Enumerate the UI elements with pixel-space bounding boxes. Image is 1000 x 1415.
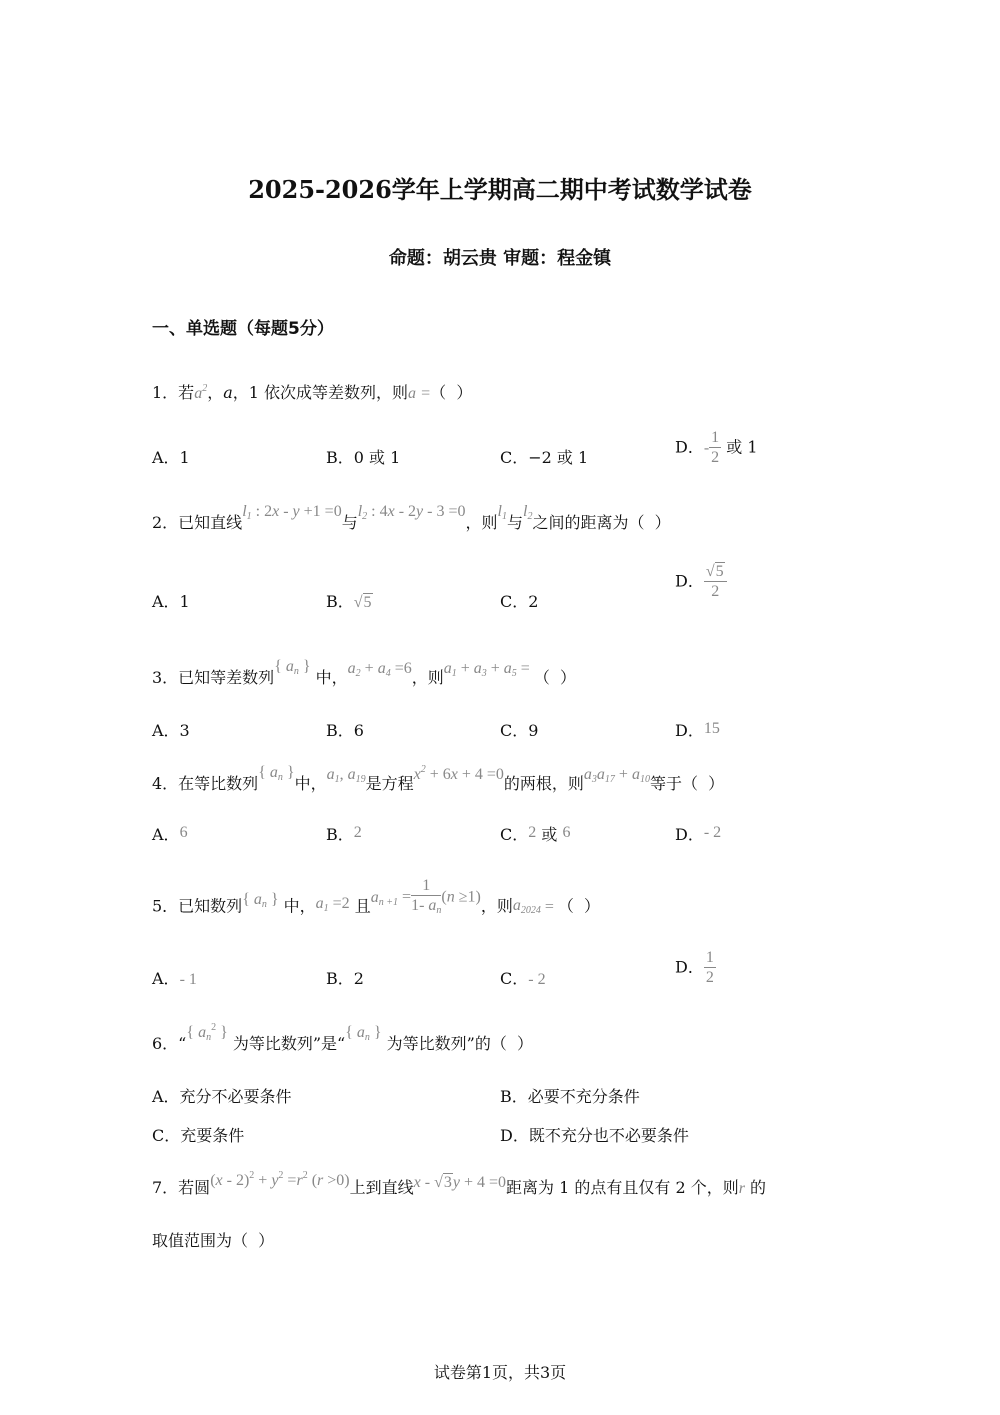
question-2-option-b: B．√5 — [326, 592, 372, 611]
page-footer: 试卷第1页，共3页 — [433, 1363, 567, 1382]
exam-title: 2025-2026学年上学期高二期中考试数学试卷 — [248, 175, 752, 204]
exam-authors: 命题：胡云贵 审题：程金镇 — [388, 248, 612, 269]
question-1-option-a: A．1 — [152, 448, 190, 467]
question-7-stem: 7．若圆$(x - 2)^2 + y^2 =r^2$ (r >0)上到直线x - √3y + 4 =0距离为 1 的点有且仅有 2 个，则r 的 — [152, 1170, 767, 1197]
question-1-option-c: C．−2 或 1 — [500, 448, 589, 467]
section-heading: 一、单选题（每题5分） — [152, 319, 334, 339]
question-1-stem: 1．若$a^2$，a，1 依次成等差数列，则a =（ ） — [152, 383, 473, 402]
question-6-option-d: D．既不充分也不必要条件 — [500, 1126, 689, 1145]
question-4-option-d: D．- 2 — [675, 824, 722, 844]
question-1-option-d: D．- $\frac{1}{2}$ 或 1 — [675, 429, 758, 466]
question-4-stem: 4．在等比数列{ $a_n$ }中，$a_1$, $a_{19}$是方程$x^2 + 6x + 4 =0$的两根，则$a_3a_{17} + a_{10}$等于（ ） — [152, 764, 725, 793]
question-5-option-b: B．2 — [326, 969, 364, 988]
question-4-option-b: B．2 — [326, 824, 362, 844]
question-2-option-d: D． $\frac{√5}{2}$ — [675, 564, 727, 600]
question-2-option-a: A．1 — [152, 592, 190, 611]
question-5-option-c: C．- 2 — [500, 969, 546, 988]
question-2-stem: 2．已知直线$l_1$ : 2x - y +1 =0与$l_2$ : 4x - 2y - 3 =0，则$l_1$与$l_2$之间的距离为（ ） — [152, 503, 671, 532]
question-3-option-a: A．3 — [152, 721, 190, 740]
question-5-stem: 5．已知数列{ $a_n$ } 中，$a_1 =2$ 且$a_{n +1}$ = $\frac{1}{1- a_n}$ (n ≥1)，则$a_{2024}$ = （ ） — [152, 877, 601, 916]
question-3-stem: 3．已知等差数列{ $a_n$ } 中，$a_2 + a_4 =6$，则$a_1 + a_3 + a_5$ = （ ） — [152, 658, 577, 687]
question-4-option-a: A．6 — [152, 824, 188, 844]
question-3-option-d: D．15 — [675, 720, 720, 740]
question-6-option-a: A．充分不必要条件 — [152, 1087, 292, 1106]
question-6-option-b: B．必要不充分条件 — [500, 1087, 640, 1106]
question-5-option-a: A．- 1 — [152, 969, 197, 988]
question-5-option-d: D． $\frac{1}{2}$ — [675, 949, 714, 986]
question-1-option-b: B．0 或 1 — [326, 448, 401, 467]
question-4-option-c: C．2 或 6 — [500, 824, 571, 844]
question-3-option-b: B．6 — [326, 721, 364, 740]
question-2-option-c: C．2 — [500, 592, 539, 611]
question-6-stem: 6．“{ $a_n^2$ } 为等比数列”是“{ $a_n$ } 为等比数列”的（ ） — [152, 1022, 534, 1053]
question-7-stem-continued: 取值范围为（ ） — [152, 1231, 275, 1250]
question-3-option-c: C．9 — [500, 721, 539, 740]
question-6-option-c: C．充要条件 — [152, 1126, 245, 1145]
